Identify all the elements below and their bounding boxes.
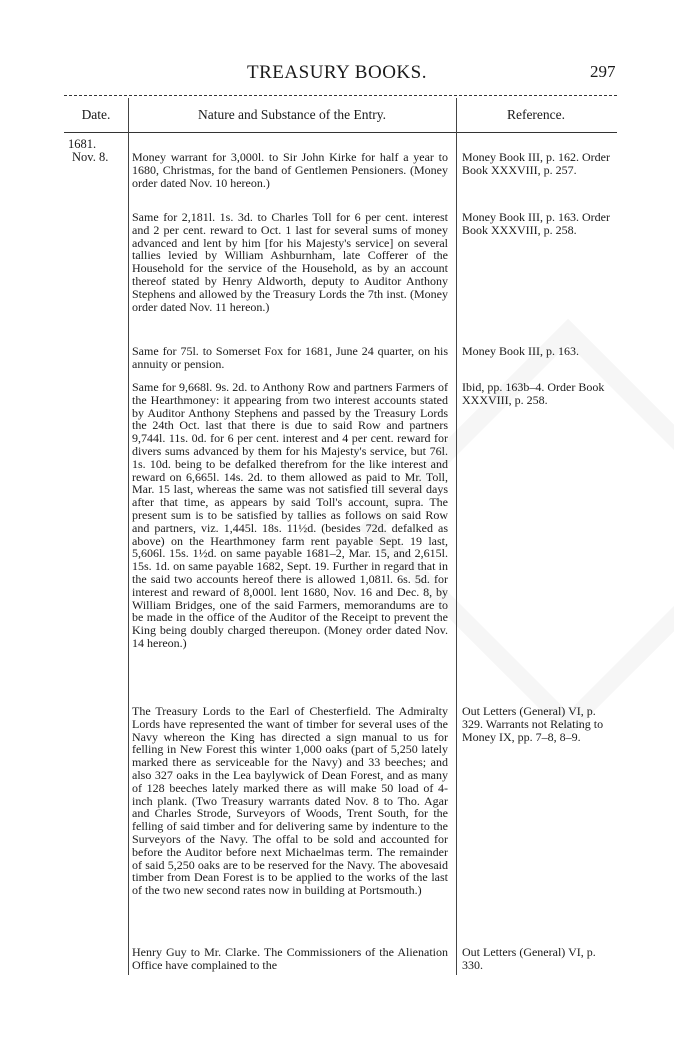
date-day: Nov. 8.: [72, 150, 109, 164]
entry-reference: Money Book III, p. 163.: [462, 344, 579, 358]
entry-reference: Out Letters (General) VI, p. 330.: [462, 945, 596, 972]
entry-reference: Money Book III, p. 162. Order Book XXXVIII, p. 257.: [462, 150, 610, 177]
entry-text: Henry Guy to Mr. Clarke. The Commissioners of the Alienation Office have complained to the: [132, 945, 448, 972]
top-rule: [64, 95, 617, 96]
column-header-nature: Nature and Substance of the Entry.: [197, 107, 387, 122]
entry-text: The Treasury Lords to the Earl of Chesterfield. The Admiralty Lords have represented the want of timber for several uses of the Navy whereon the King has directed a sign manual to us for felling in New Forest this winter 1,000 oaks (part of 5,250 lately marked there as serviceable for the Navy) and 33 beeches; and also 327 oaks in the Lea baylywick of Dean Forest, and as many of 128 beeches lately marked there as will make 50 load of 4-inch plank. (Two Treasury warrants dated Nov. 8 to Tho. Agar and Charles Strode, Surveyors of Woods, Trent South, for the felling of said timber and for delivering same by indenture to the Surveyors of the Navy. The offal to be sold and accounted for before the Auditor before next Michaelmas term. The remainder of said 5,250 oaks are to be reserved for the Navy. The abovesaid timber from Dean Forest is to be applied to the works of the last of the two new second rates now in building at Portsmouth.): [132, 704, 448, 898]
entry-text: Same for 75l. to Somerset Fox for 1681, June 24 quarter, on his annuity or pension.: [132, 344, 448, 371]
entry-reference: Out Letters (General) VI, p. 329. Warrants not Relating to Money IX, pp. 7–8, 8–9.: [462, 704, 604, 744]
page-title: TREASURY BOOKS.: [247, 62, 427, 83]
column-divider-date: [128, 98, 129, 975]
column-divider-reference: [456, 98, 457, 975]
page-number: 297: [590, 62, 616, 81]
entry-text: Same for 9,668l. 9s. 2d. to Anthony Row and partners Farmers of the Hearthmoney: it appearing from two interest accounts stated by Auditor Anthony Stephens and passed by the Treasury Lords the 24th Oct. last that there is due to said Row and partners 9,744l. 11s. 0d. for 6 per cent. interest and 4 per cent. reward for divers sums advanced by them for his Majesty's service, but 76l. 1s. 10d. being to be defalked therefrom for the like interest and reward on 6,665l. 14s. 2d. to them allowed as paid to Mr. Toll, Mar. 15 last, whereas the same was not satisfied till several days after that time, as appears by said Toll's account, supra. The present sum is to be satisfied by tallies as follows on said Row and partners, viz. 1,445l. 18s. 11½d. (besides 72d. defalked as above) on the Hearthmoney farm rent payable Sept. 19 last, 5,606l. 15s. 1½d. on same payable 1681–2, Mar. 15, and 2,615l. 15s. 1d. on same payable 1682, Sept. 19. Further in regard that in the said two accounts hereof there is allowed 1,081l. 6s. 5d. for interest and reward of 8,000l. lent 1680, Nov. 16 and Dec. 8, by William Bridges, one of the said Farmers, memorandums are to be made in the office of the Auditor of the Receipt to prevent the King being doubly charged thereupon. (Money order dated Nov. 14 hereon.): [132, 380, 448, 650]
entry-text: Money warrant for 3,000l. to Sir John Kirke for half a year to 1680, Christmas, for the band of Gentlemen Pensioners. (Money order dated Nov. 10 hereon.): [132, 150, 448, 190]
column-header-date: Date.: [81, 107, 111, 122]
entry-text: Same for 2,181l. 1s. 3d. to Charles Toll for 6 per cent. interest and 2 per cent. reward to Oct. 1 last for several sums of money advanced and lent by him [for his Majesty's service] on several tallies levied by William Ashburnham, late Cofferer of the Household for the service of the Household, as by an account thereof stated by Henry Aldworth, deputy to Auditor Anthony Stephens and allowed by the Treasury Lords the 7th inst. (Money order dated Nov. 11 hereon.): [132, 210, 448, 314]
date-year: 1681.: [68, 137, 97, 151]
header-rule: [64, 132, 617, 133]
entry-reference: Money Book III, p. 163. Order Book XXXVIII, p. 258.: [462, 210, 610, 237]
column-header-reference: Reference.: [506, 107, 566, 122]
entry-reference: Ibid, pp. 163b–4. Order Book XXXVIII, p. 258.: [462, 380, 605, 407]
